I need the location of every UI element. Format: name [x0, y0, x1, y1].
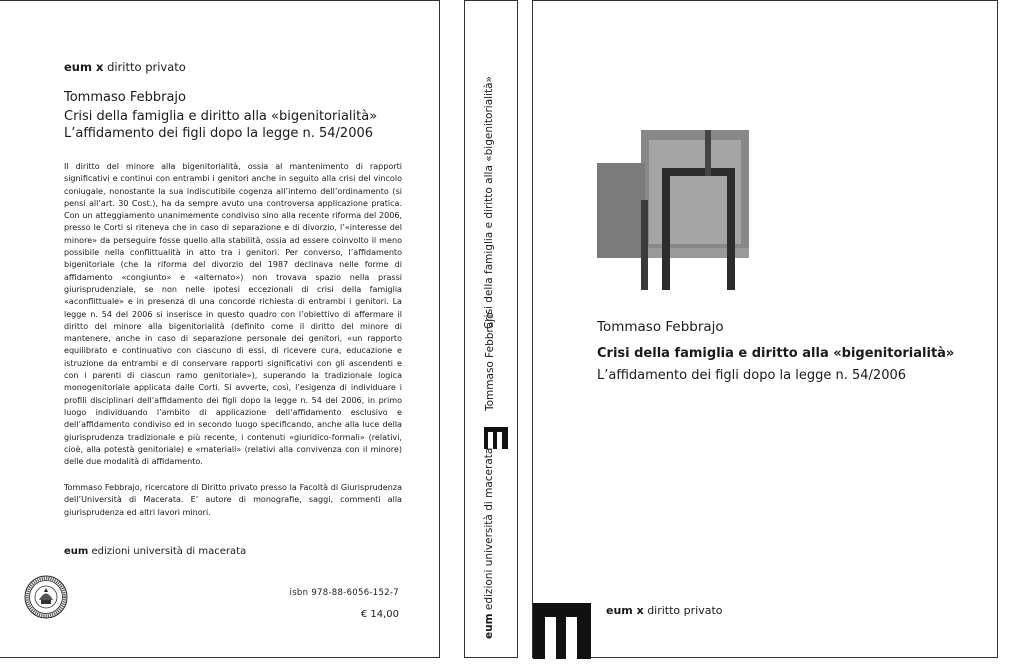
series-name: diritto privato — [107, 60, 186, 74]
front-book-subtitle: L’affidamento dei figli dopo la legge n. 54/2006 — [597, 368, 907, 383]
front-book-title: Crisi della famiglia e diritto alla «bigenitorialità» — [597, 346, 955, 361]
price: € 14,00 — [360, 609, 399, 620]
spine-title: Crisi della famiglia e diritto alla «bigenitorialità» — [483, 76, 495, 329]
publisher-label — [64, 546, 246, 557]
spine-publisher-name: edizioni università di macerata — [483, 447, 495, 611]
title-block — [64, 108, 377, 142]
spine-publisher — [483, 448, 495, 639]
university-seal-icon — [24, 575, 68, 619]
front-series-label — [606, 604, 723, 617]
book-subtitle: L’affidamento dei figli dopo la legge n. 54/2006 — [64, 126, 374, 141]
eum-logo-icon — [533, 603, 591, 659]
author-name: Tommaso Febbrajo — [64, 90, 186, 105]
back-cover — [0, 0, 440, 658]
front-cover — [532, 0, 998, 658]
front-series-brand: eum x — [606, 604, 644, 617]
eum-logo-icon — [484, 427, 508, 449]
blurb-text: Il diritto del minore alla bigenitorialità, ossia al mantenimento di rapporti significativi e continui con entrambi i genitori anche in seguito alla crisi del vincolo coniugale, nonostante la sua indiscutibile cogenza all’interno dell’ordinamento (si pensi all’art. 30 Cost.), ha da sempre avuto una controversa applicazione pratica. Con un atteggiamento unanimemente condiviso sino alla recente riforma del 2006, presso le Corti si riteneva che in caso di separazione e di divorzio, l’«interesse del minore» da perseguire fosse quello alla stabilità, ossia ad essere coinvolto il meno possibile nella conflittualità in atto tra i genitori. Per converso, l’affidamento bigenitoriale (che la riforma del divorzio del 1987 declinava nelle forme di affidamento «congiunto» e «alternato») non trovava spazio nella prassi giurisprudenziale, se non nelle ipotesi eccezionali di crisi della famiglia «aconflittuale» e in presenza di una concorde richiesta di entrambi i genitori. La legge n. 54 del 2006 si inserisce in questo quadro con l’obiettivo di affermare il diritto del minore alla bigenitorialità (definito come il diritto del minore di mantenere, anche in caso di separazione personale dei genitori, «un rapporto equilibrato e continuativo con ciascuno di essi, di ricevere cura, educazione e istruzione da entrambi e di conservare rapporti significativi con gli ascendenti e con i parenti di ciascun ramo genitoriale»), superando la tradizionale logica monogenitoriale applicata dalle Corti. Si avverte, così, l’esigenza di individuare i profili disciplinari dell’affidamento dei figli dopo la legge n. 54 del 2006, in primo luogo individuando l’ambito di applicazione dell’affidamento esclusivo e dell’affidamento condiviso ed in secondo luogo specificando, anche alla luce della giurisprudenza tradizionale e più recente, i contenuti «giuridico-formali» (relativi, cioè, alla potestà genitoriale) e «materiali» (relativi alla convivenza con il minore) delle due modalità di affidamento. — [64, 162, 402, 467]
front-author-name: Tommaso Febbrajo — [597, 319, 724, 335]
isbn: isbn 978-88-6056-152-7 — [289, 588, 399, 598]
book-title: Crisi della famiglia e diritto alla «bigenitorialità» — [64, 109, 378, 124]
spine-publisher-brand: eum — [483, 613, 495, 639]
publisher-brand: eum — [64, 546, 89, 557]
publisher-name: edizioni università di macerata — [91, 546, 247, 557]
series-label — [64, 60, 186, 74]
spine-author: Tommaso Febbrajo — [484, 312, 496, 411]
spine — [464, 0, 518, 658]
front-series-name: diritto privato — [647, 604, 723, 617]
abstract-cover-art — [597, 130, 749, 290]
series-brand: eum x — [64, 60, 104, 74]
author-bio: Tommaso Febbrajo, ricercatore di Diritto privato presso la Facoltà di Giurisprudenza dell’Università di Macerata. E’ autore di monografie, saggi, commenti alla giurisprudenza ed altri lavori minori. — [64, 483, 402, 517]
